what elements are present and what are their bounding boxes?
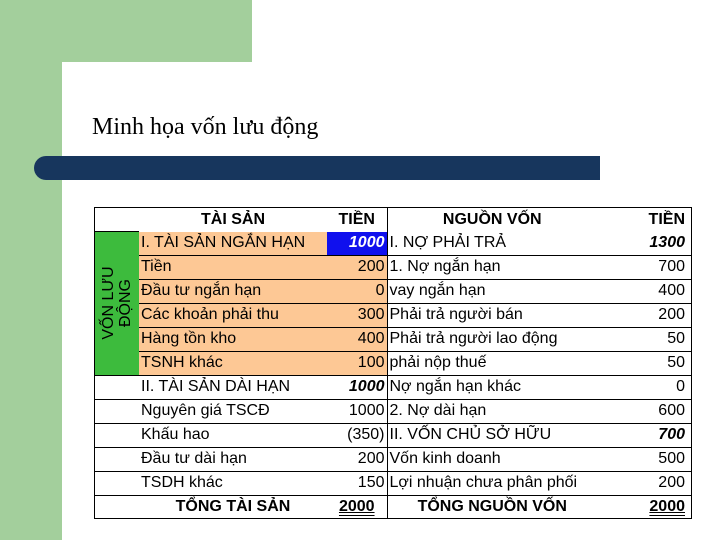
- amount2-cell: 700: [597, 423, 691, 447]
- header-amount-2: TIỀN: [648, 210, 685, 228]
- slide-title: Minh họa vốn lưu động: [92, 114, 319, 140]
- source-cell: Lợi nhuận chưa phân phối: [387, 471, 597, 495]
- asset-cell: TSDH khác: [139, 471, 327, 495]
- asset-cell: I. TÀI SẢN NGẮN HẠN: [139, 232, 327, 256]
- total-amount-1: 2000: [327, 495, 387, 519]
- amount2-cell: 0: [597, 375, 691, 399]
- table-total-row: [95, 495, 691, 519]
- source-cell: Phải trả người lao động: [387, 327, 597, 351]
- total-amount-2: 2000: [649, 498, 685, 515]
- table-header-row: [95, 208, 691, 232]
- asset-cell: Tiền: [139, 255, 327, 279]
- table-row: [95, 471, 691, 495]
- table-row: [95, 232, 691, 256]
- source-cell: Phải trả người bán: [387, 303, 597, 327]
- asset-cell: Đầu tư dài hạn: [139, 447, 327, 471]
- amount1-cell: 200: [327, 447, 387, 471]
- table-row: [95, 351, 691, 375]
- table-row: [95, 375, 691, 399]
- table-row: [95, 447, 691, 471]
- table-row: [95, 399, 691, 423]
- total-source-label: TỔNG NGUỒN VỐN: [417, 498, 567, 515]
- asset-cell: Đầu tư ngắn hạn: [139, 279, 327, 303]
- side-label: VỐN LƯU ĐỘNG: [100, 266, 134, 340]
- source-cell: 2. Nợ dài hạn: [387, 399, 597, 423]
- amount1-cell: 200: [327, 255, 387, 279]
- amount1-cell: 400: [327, 327, 387, 351]
- amount1-cell: 100: [327, 351, 387, 375]
- amount1-cell: 1000: [327, 399, 387, 423]
- source-cell: 1. Nợ ngắn hạn: [387, 255, 597, 279]
- header-source: NGUỒN VỐN: [442, 210, 542, 228]
- asset-cell: Khấu hao: [139, 423, 327, 447]
- header-asset: TÀI SẢN: [201, 210, 265, 228]
- amount2-cell: 50: [597, 351, 691, 375]
- table-row: [95, 303, 691, 327]
- asset-cell: II. TÀI SẢN DÀI HẠN: [139, 375, 327, 399]
- amount1-cell: (350): [327, 423, 387, 447]
- source-cell: Nợ ngắn hạn khác: [387, 375, 597, 399]
- source-cell: II. VỐN CHỦ SỞ HỮU: [387, 423, 597, 447]
- amount1-cell: 1000: [327, 375, 387, 399]
- side-label-cell: [95, 232, 139, 376]
- source-cell: I. NỢ PHẢI TRẢ: [387, 232, 597, 256]
- amount2-cell: 1300: [597, 232, 691, 256]
- table-row: [95, 279, 691, 303]
- table-row: [95, 423, 691, 447]
- table-row: [95, 255, 691, 279]
- asset-cell: TSNH khác: [139, 351, 327, 375]
- amount1-cell: 1000: [327, 232, 387, 256]
- amount2-cell: 400: [597, 279, 691, 303]
- asset-cell: Các khoản phải thu: [139, 303, 327, 327]
- source-cell: Vốn kinh doanh: [387, 447, 597, 471]
- amount1-cell: 0: [327, 279, 387, 303]
- amount1-cell: 300: [327, 303, 387, 327]
- amount2-cell: 200: [597, 471, 691, 495]
- table-row: [95, 327, 691, 351]
- title-divider-bar: [34, 156, 600, 180]
- source-cell: vay ngắn hạn: [387, 279, 597, 303]
- total-asset-label: TỔNG TÀI SẢN: [175, 498, 291, 515]
- header-amount-1: TIỀN: [327, 208, 387, 232]
- amount2-cell: 200: [597, 303, 691, 327]
- amount2-cell: 600: [597, 399, 691, 423]
- asset-cell: Hàng tồn kho: [139, 327, 327, 351]
- amount2-cell: 500: [597, 447, 691, 471]
- amount1-cell: 150: [327, 471, 387, 495]
- asset-cell: Nguyên giá TSCĐ: [139, 399, 327, 423]
- amount2-cell: 50: [597, 327, 691, 351]
- source-cell: phải nộp thuế: [387, 351, 597, 375]
- balance-sheet-table: [94, 207, 692, 519]
- green-background-left: [0, 0, 62, 540]
- amount2-cell: 700: [597, 255, 691, 279]
